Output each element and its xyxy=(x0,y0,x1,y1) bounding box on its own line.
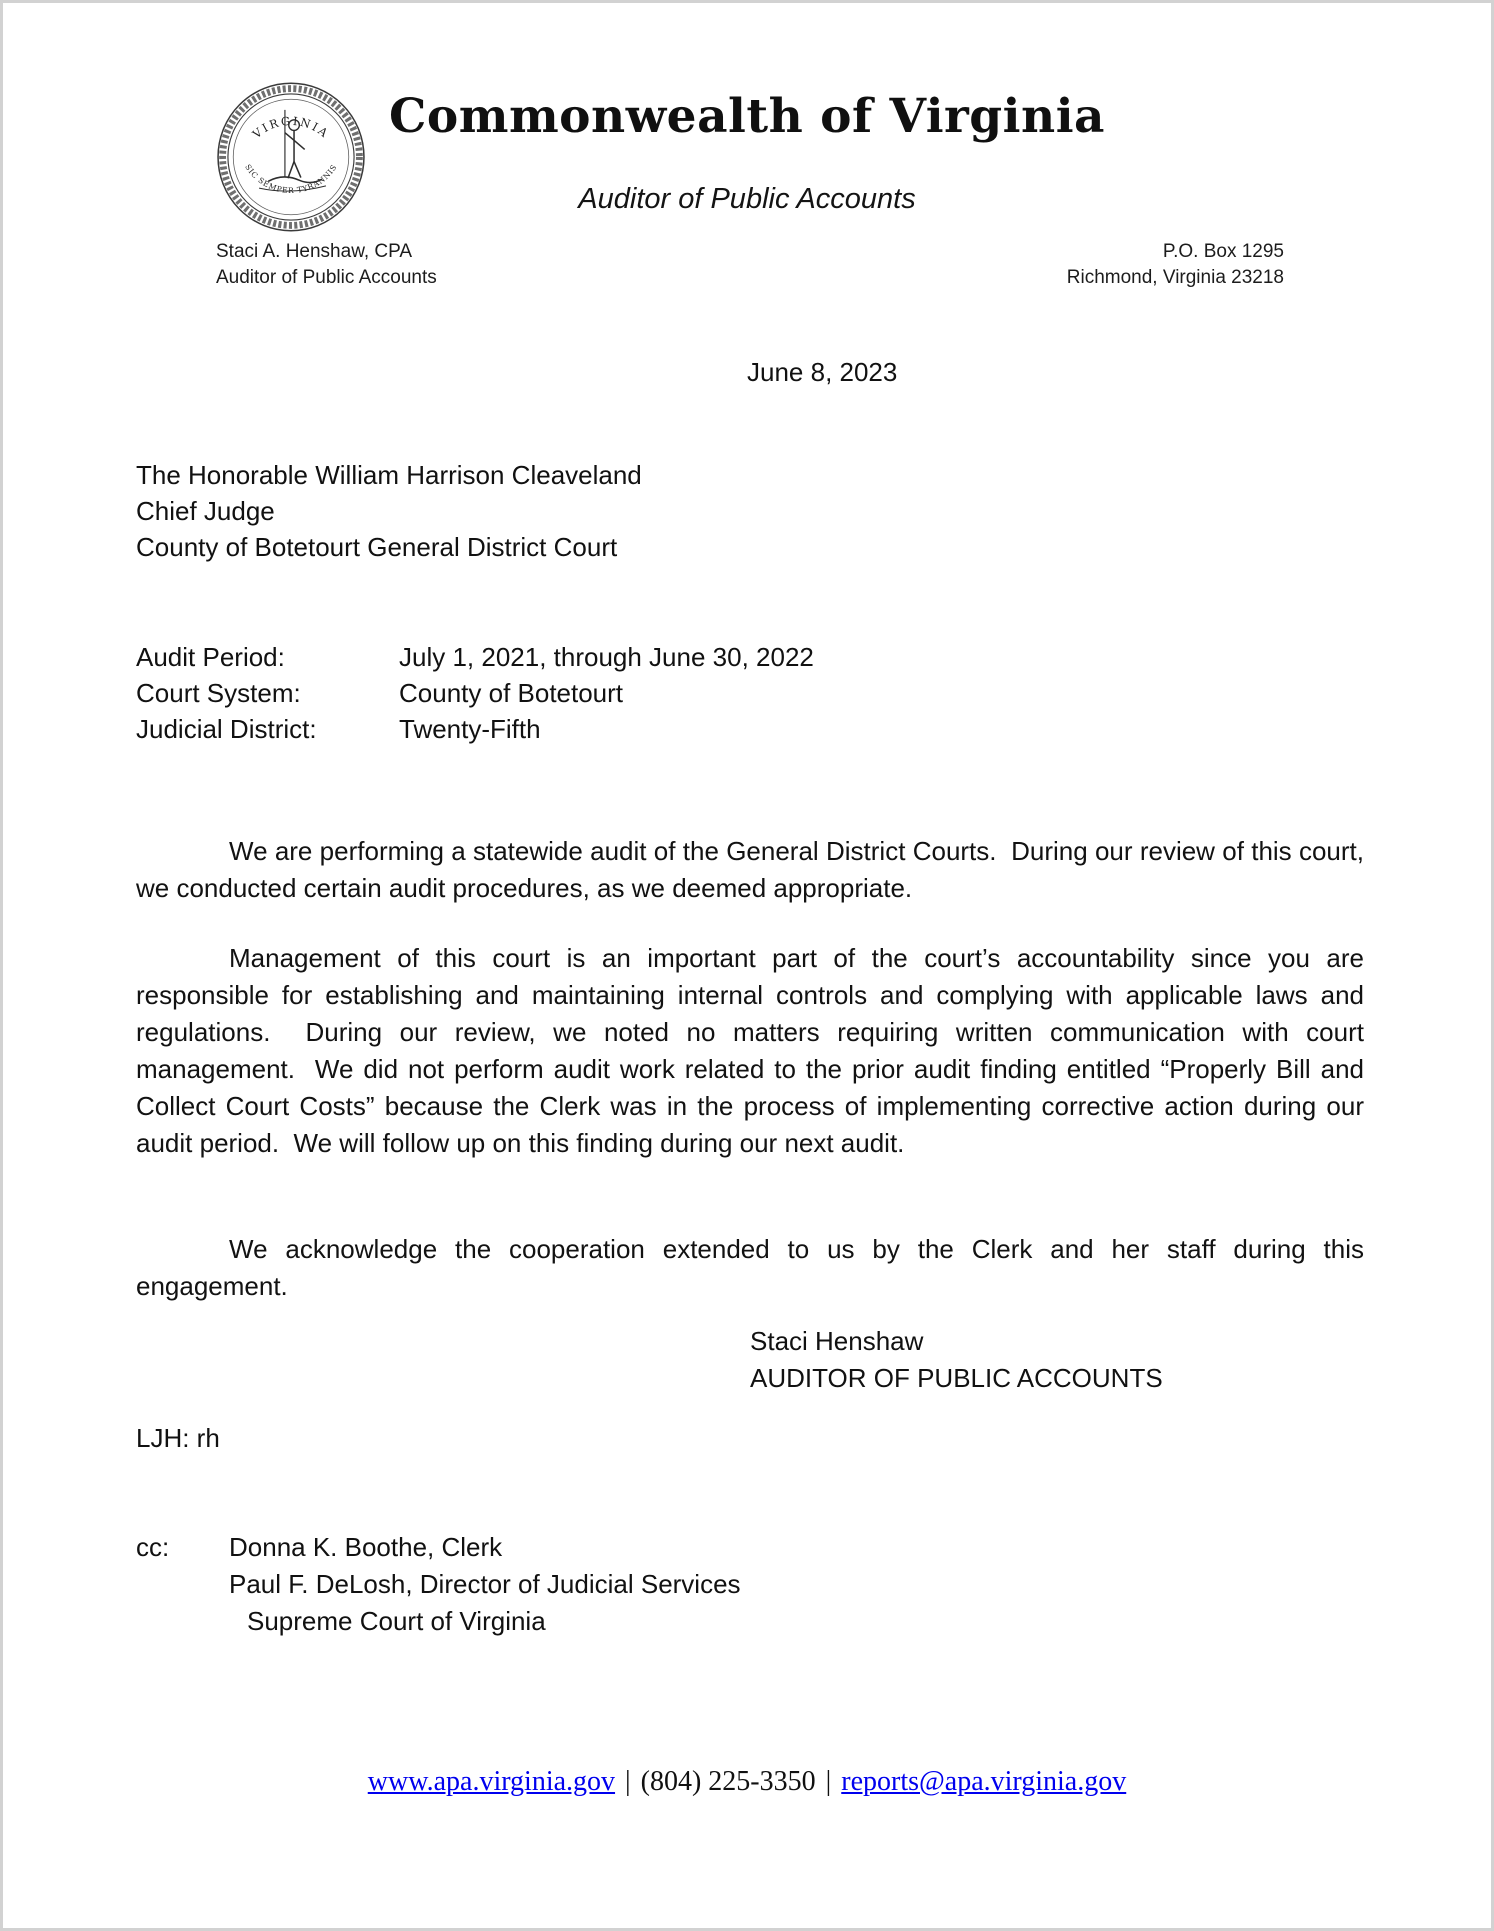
address-line-1: P.O. Box 1295 xyxy=(1162,241,1284,262)
signature-title: AUDITOR OF PUBLIC ACCOUNTS xyxy=(750,1363,1163,1393)
footer-contact-bar xyxy=(3,1766,1491,1798)
letterhead-title: Commonwealth of Virginia xyxy=(388,89,1106,144)
phone-number: (804) 225-3350 xyxy=(640,1766,816,1797)
judicial-district-value: Twenty-Fifth xyxy=(399,714,541,744)
court-system-value: County of Botetourt xyxy=(399,678,624,708)
audit-info-table xyxy=(136,639,814,747)
email-link[interactable]: reports@apa.virginia.gov xyxy=(841,1766,1127,1797)
cc-entries xyxy=(229,1529,741,1640)
cc-label: cc: xyxy=(136,1532,170,1562)
audit-period-value: July 1, 2021, through June 30, 2022 xyxy=(399,642,814,672)
reference-initials: LJH: rh xyxy=(136,1423,220,1453)
cc-block xyxy=(136,1529,741,1640)
letterhead-address-block xyxy=(1067,239,1284,291)
official-title: Auditor of Public Accounts xyxy=(216,267,437,288)
recipient-title: Chief Judge xyxy=(136,496,275,526)
audit-info-row xyxy=(136,639,814,675)
address-line-2: Richmond, Virginia 23218 xyxy=(1066,267,1284,288)
body-paragraph-2: Management of this court is an important part of the court’s accountability since you are responsible for establishing and maintaining internal controls and complying with applicable laws and regulations. During our review, we noted no matters requiring written communication with court management. We did not perform audit work related to the prior audit finding entitled “Properly Bill and Collect Court Costs” because the Clerk was in the process of implementing corrective action during our audit period. We will follow up on this finding during our next audit. xyxy=(136,943,1372,1158)
court-system-label: Court System: xyxy=(136,678,301,708)
cc-entry: Donna K. Boothe, Clerk xyxy=(229,1532,503,1562)
audit-info-row xyxy=(136,675,814,711)
official-name: Staci A. Henshaw, CPA xyxy=(216,241,413,262)
recipient-block xyxy=(136,457,642,565)
recipient-organization: County of Botetourt General District Court xyxy=(136,532,618,562)
cc-entry: Paul F. DeLosh, Director of Judicial Services xyxy=(229,1569,741,1599)
audit-info-row xyxy=(136,711,814,747)
footer-separator: | xyxy=(625,1766,631,1797)
footer-separator: | xyxy=(825,1766,832,1797)
signature-name: Staci Henshaw xyxy=(750,1326,924,1356)
audit-period-label: Audit Period: xyxy=(136,642,285,672)
recipient-name: The Honorable William Harrison Cleaveland xyxy=(136,460,642,490)
letterhead-official-block xyxy=(216,239,437,291)
letter-date: June 8, 2023 xyxy=(747,357,898,387)
body-paragraph-3: We acknowledge the cooperation extended to us by the Clerk and her staff during this engagement. xyxy=(136,1234,1372,1301)
seal-bottom-text: SIC SEMPER TYRANNIS xyxy=(243,162,339,196)
body-paragraph-1: We are performing a statewide audit of the General District Courts. During our review of this court, we conducted certain audit procedures, as we deemed appropriate. xyxy=(136,836,1372,903)
judicial-district-label: Judicial District: xyxy=(136,714,317,744)
seal-top-text: VIRGINIA xyxy=(249,113,333,142)
cc-entry: Supreme Court of Virginia xyxy=(247,1606,546,1636)
letterhead-subtitle: Auditor of Public Accounts xyxy=(578,183,916,215)
signature-block xyxy=(750,1323,1163,1397)
website-link[interactable]: www.apa.virginia.gov xyxy=(367,1766,616,1797)
